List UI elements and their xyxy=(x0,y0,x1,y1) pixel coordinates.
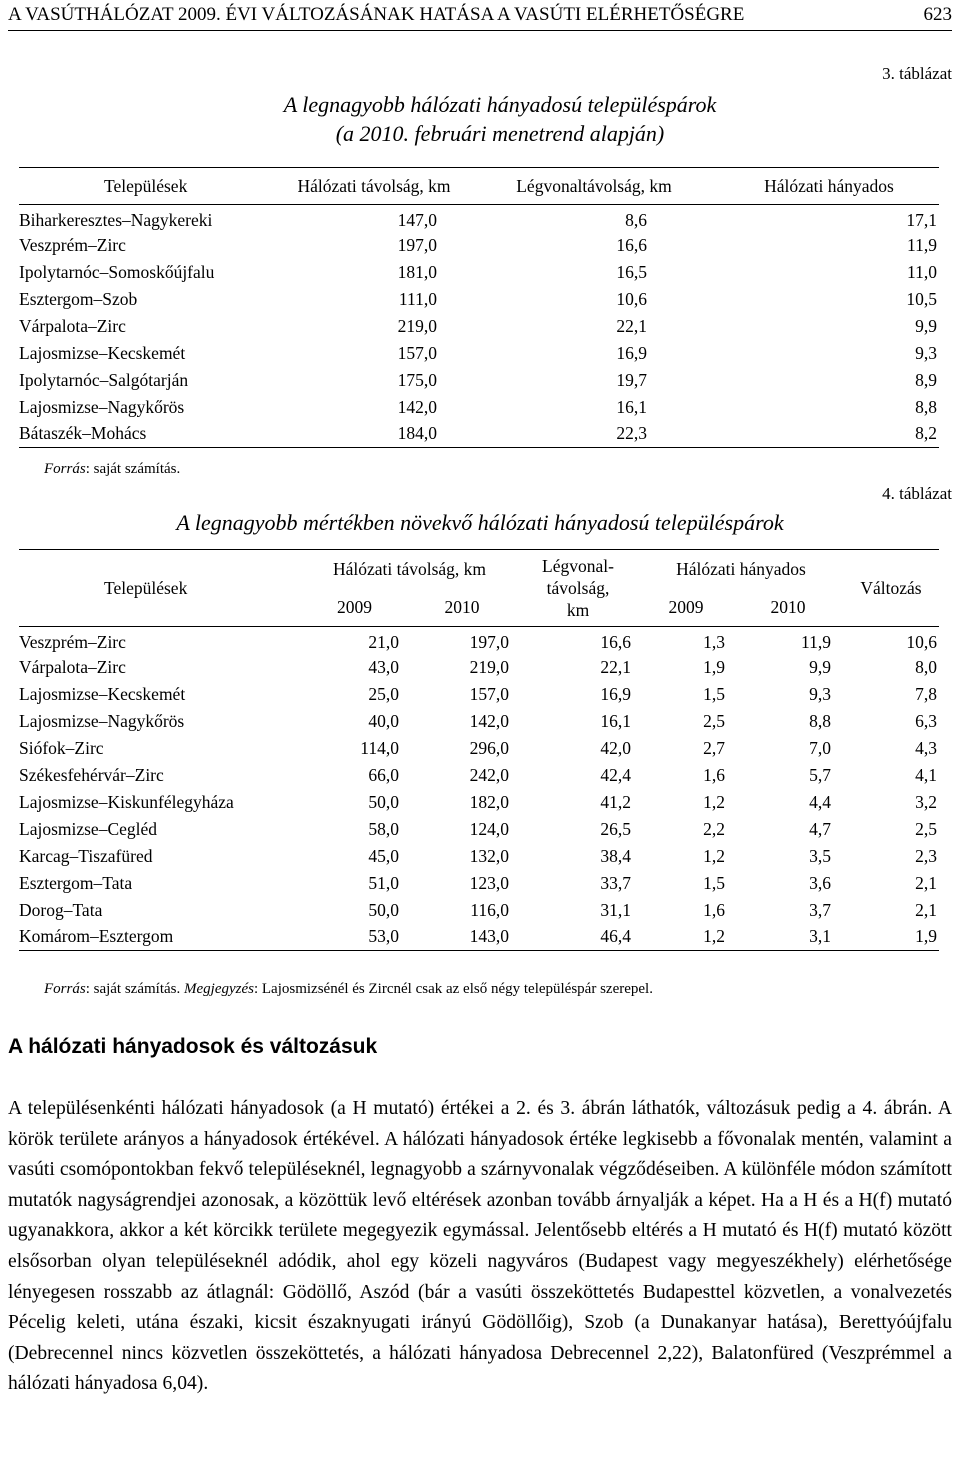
settlement-pair: Ipolytarnóc–Salgótarján xyxy=(19,369,189,390)
table-cell: 1,2 xyxy=(703,791,725,812)
t4-source-text: : saját számítás. xyxy=(85,981,184,997)
table-3 xyxy=(19,167,939,448)
table-cell: 51,0 xyxy=(368,872,399,893)
t4-header-air-distance-3: km xyxy=(566,600,590,620)
t4-note-text: : Lajosmizsénél és Zircnél csak az első négy településpár szerepel. xyxy=(253,981,653,997)
table-cell: 197,0 xyxy=(397,234,437,255)
table-row xyxy=(19,654,939,681)
table-cell: 142,0 xyxy=(469,710,509,731)
settlement-pair: Lajosmizse–Nagykőrös xyxy=(19,710,185,731)
table-row xyxy=(19,421,939,448)
table-cell: 9,9 xyxy=(915,315,937,336)
table-cell: 16,1 xyxy=(600,710,631,731)
table-cell: 9,9 xyxy=(809,656,831,677)
table-row xyxy=(19,367,939,394)
settlement-pair: Veszprém–Zirc xyxy=(19,631,126,652)
table-cell: 4,3 xyxy=(915,737,937,758)
table-row xyxy=(19,627,939,654)
table-cell: 25,0 xyxy=(368,683,399,704)
table-cell: 4,4 xyxy=(809,791,831,812)
settlement-pair: Biharkeresztes–Nagykereki xyxy=(19,209,213,230)
table-cell: 4,1 xyxy=(915,764,937,785)
table-cell: 123,0 xyxy=(469,872,509,893)
table-row xyxy=(19,313,939,340)
table-cell: 8,6 xyxy=(625,209,647,230)
table-cell: 11,0 xyxy=(907,261,937,282)
t3-header-air-distance: Légvonaltávolság, km xyxy=(469,168,719,205)
table-cell: 7,0 xyxy=(809,737,831,758)
settlement-pair: Lajosmizse–Kecskemét xyxy=(19,683,186,704)
table-cell: 43,0 xyxy=(368,656,399,677)
table-cell: 1,3 xyxy=(703,631,725,652)
table-cell: 3,1 xyxy=(733,924,843,951)
t3-header-settlements: Települések xyxy=(19,168,279,205)
settlement-pair: Esztergom–Tata xyxy=(19,872,133,893)
table-row xyxy=(19,843,939,870)
settlement-pair: Lajosmizse–Kecskemét xyxy=(19,342,186,363)
table-cell: 111,0 xyxy=(398,288,437,309)
table-cell: 11,9 xyxy=(801,631,831,652)
table-cell: 296,0 xyxy=(469,737,509,758)
table-cell: 2,5 xyxy=(703,710,725,731)
table-cell: 147,0 xyxy=(397,209,437,230)
settlement-pair: Dorog–Tata xyxy=(19,899,103,920)
table-cell: 1,6 xyxy=(703,764,725,785)
table-cell: 181,0 xyxy=(397,261,437,282)
settlement-pair: Várpalota–Zirc xyxy=(19,315,126,336)
table-cell: 16,9 xyxy=(616,342,647,363)
table-3-title-line1: A legnagyobb hálózati hányadosú településpárok xyxy=(283,92,717,117)
table-cell: 124,0 xyxy=(469,818,509,839)
table-cell: 175,0 xyxy=(397,369,437,390)
table-cell: 16,9 xyxy=(600,683,631,704)
table-cell: 132,0 xyxy=(469,845,509,866)
table-row xyxy=(19,340,939,367)
table-cell: 33,7 xyxy=(600,872,631,893)
table-cell: 19,7 xyxy=(616,369,647,390)
table-row xyxy=(19,708,939,735)
table-cell: 53,0 xyxy=(302,924,407,951)
table-cell: 22,1 xyxy=(616,315,647,336)
table-3-source xyxy=(44,461,180,478)
settlement-pair: Ipolytarnóc–Somoskőújfalu xyxy=(19,261,215,282)
table-row xyxy=(19,681,939,708)
table-cell: 22,1 xyxy=(600,656,631,677)
t3-source-label: Forrás xyxy=(44,461,86,477)
table-4-title: A legnagyobb mértékben növekvő hálózati hányadosú településpárok xyxy=(176,510,784,535)
t4-header-network-distance: Hálózati távolság, km xyxy=(302,550,517,589)
page-number: 623 xyxy=(923,4,952,25)
table-cell: 10,6 xyxy=(616,288,647,309)
t4-header-ratio: Hálózati hányados xyxy=(639,550,843,589)
table-cell: 58,0 xyxy=(368,818,399,839)
table-4 xyxy=(19,549,939,951)
table-row xyxy=(19,870,939,897)
t4-header-air-distance-1: Légvonal- xyxy=(542,556,614,576)
table-cell: 3,6 xyxy=(809,872,831,893)
table-row xyxy=(19,259,939,286)
settlement-pair: Komárom–Esztergom xyxy=(19,924,302,951)
table-cell: 2,5 xyxy=(915,818,937,839)
table-cell: 197,0 xyxy=(469,631,509,652)
table-cell: 11,9 xyxy=(907,234,937,255)
section-heading: A hálózati hányadosok és változásuk xyxy=(8,1035,378,1058)
settlement-pair: Várpalota–Zirc xyxy=(19,656,126,677)
table-cell: 157,0 xyxy=(469,683,509,704)
table-cell: 9,3 xyxy=(915,342,937,363)
t4-header-ratio-2009: 2009 xyxy=(639,588,733,627)
settlement-pair: Székesfehérvár–Zirc xyxy=(19,764,164,785)
settlement-pair: Lajosmizse–Nagykőrös xyxy=(19,396,185,417)
table-row xyxy=(19,394,939,421)
running-head-title: A VASÚTHÁLÓZAT 2009. ÉVI VÁLTOZÁSÁNAK HATÁSA A VASÚTI ELÉRHETŐSÉGRE xyxy=(8,4,745,25)
table-cell: 242,0 xyxy=(469,764,509,785)
table-cell: 182,0 xyxy=(469,791,509,812)
table-cell: 8,8 xyxy=(915,396,937,417)
settlement-pair: Lajosmizse–Cegléd xyxy=(19,818,158,839)
t4-header-air-distance-2: távolság, xyxy=(546,578,610,598)
table-cell: 40,0 xyxy=(368,710,399,731)
t4-note-label: Megjegyzés xyxy=(184,981,254,997)
table-cell: 1,6 xyxy=(703,899,725,920)
table-4-source xyxy=(44,981,653,998)
settlement-pair: Siófok–Zirc xyxy=(19,737,104,758)
table-cell: 219,0 xyxy=(397,315,437,336)
table-cell: 8,2 xyxy=(719,421,939,448)
table-cell: 6,3 xyxy=(915,710,937,731)
table-cell: 3,7 xyxy=(809,899,831,920)
table-cell: 1,9 xyxy=(703,656,725,677)
table-cell: 3,5 xyxy=(809,845,831,866)
table-cell: 42,4 xyxy=(600,764,631,785)
table-cell: 42,0 xyxy=(600,737,631,758)
table-cell: 16,5 xyxy=(616,261,647,282)
table-row xyxy=(19,762,939,789)
table-4-label: 4. táblázat xyxy=(882,484,952,503)
running-head xyxy=(8,4,952,31)
table-cell: 1,2 xyxy=(703,845,725,866)
table-cell: 31,1 xyxy=(600,899,631,920)
table-cell: 7,8 xyxy=(915,683,937,704)
table-cell: 45,0 xyxy=(368,845,399,866)
section-paragraph: A településenkénti hálózati hányadosok (a H mutató) értékei a 2. és 3. ábrán láthatók, változásuk pedig a 4. ábrán. A körök területe arányos a hányadosok értékével. A hálózati hányadosok értéke legkisebb a fővonalak mentén, valamint a vasúti csomópontokban fekvő településeknél, legnagyobb a szárnyvonalak végződéseiben. A különféle módon számított mutatók nagyságrendjei azonosak, a közöttük levő eltérések azonban tovább árnyalják a képet. Ha a H és a H(f) mutató ugyanakkora, akkor a két körcikk területe megegyezik egymással. Jelentősebb eltérés a H mutató és H(f) mutató között elsősorban olyan településeknél adódik, ahol egy közeli nagyváros (Budapest vagy megyeszékhely) elérhetősége lényegesen rosszabb az átlagnál: Gödöllő, Aszód (bár a vasúti összeköttetés Budapesttel közvetlen, a vonalvezetés Pécelig keleti, utána északi, kicsit északnyugati irányú Gödöllőig), Szob (a Dunakanyar hatása), Berettyóújfalu (Debrecennel nincs közvetlen összeköttetés, a hálózati hányadosa Debrecennel 2,22), Balatonfüred (Veszprémmel a hálózati hányadosa 6,04). xyxy=(8,1098,952,1395)
table-cell: 143,0 xyxy=(407,924,517,951)
table-cell: 16,6 xyxy=(616,234,647,255)
table-cell: 4,7 xyxy=(809,818,831,839)
table-cell: 142,0 xyxy=(397,396,437,417)
table-cell: 16,6 xyxy=(600,631,631,652)
t3-header-ratio: Hálózati hányados xyxy=(719,168,939,205)
table-cell: 5,7 xyxy=(809,764,831,785)
table-row xyxy=(19,735,939,762)
t4-header-change: Változás xyxy=(843,550,939,627)
table-cell: 8,8 xyxy=(809,710,831,731)
table-row xyxy=(19,286,939,313)
settlement-pair: Karcag–Tiszafüred xyxy=(19,845,153,866)
table-cell: 2,3 xyxy=(915,845,937,866)
table-3-title-line2: (a 2010. februári menetrend alapján) xyxy=(335,121,665,146)
table-cell: 10,5 xyxy=(906,288,937,309)
table-cell: 2,1 xyxy=(915,872,937,893)
table-cell: 1,5 xyxy=(703,683,725,704)
table-cell: 2,7 xyxy=(703,737,725,758)
table-cell: 9,3 xyxy=(809,683,831,704)
table-cell: 50,0 xyxy=(368,899,399,920)
table-cell: 2,1 xyxy=(915,899,937,920)
settlement-pair: Esztergom–Szob xyxy=(19,288,138,309)
table-cell: 26,5 xyxy=(600,818,631,839)
settlement-pair: Lajosmizse–Kiskunfélegyháza xyxy=(19,791,234,812)
table-cell: 219,0 xyxy=(469,656,509,677)
table-cell: 17,1 xyxy=(906,209,937,230)
table-cell: 2,2 xyxy=(703,818,725,839)
table-cell: 3,2 xyxy=(915,791,937,812)
table-cell: 22,3 xyxy=(469,421,719,448)
t4-header-ratio-2010: 2010 xyxy=(733,588,843,627)
table-cell: 157,0 xyxy=(397,342,437,363)
table-cell: 21,0 xyxy=(368,631,399,652)
table-row xyxy=(19,205,939,232)
table-cell: 114,0 xyxy=(360,737,399,758)
table-cell: 50,0 xyxy=(368,791,399,812)
t4-source-label: Forrás xyxy=(44,981,86,997)
table-3-title xyxy=(210,90,790,148)
table-cell: 1,5 xyxy=(703,872,725,893)
table-cell: 46,4 xyxy=(517,924,639,951)
table-cell: 1,9 xyxy=(843,924,939,951)
settlement-pair: Veszprém–Zirc xyxy=(19,234,126,255)
table-cell: 41,2 xyxy=(600,791,631,812)
table-cell: 1,2 xyxy=(639,924,733,951)
settlement-pair: Bátaszék–Mohács xyxy=(19,421,279,448)
table-row xyxy=(19,232,939,259)
table-cell: 10,6 xyxy=(906,631,937,652)
table-cell: 116,0 xyxy=(470,899,509,920)
t3-source-text: : saját számítás. xyxy=(85,461,181,477)
table-row xyxy=(19,816,939,843)
table-cell: 66,0 xyxy=(368,764,399,785)
table-cell: 16,1 xyxy=(616,396,647,417)
table-row xyxy=(19,924,939,951)
table-3-label: 3. táblázat xyxy=(882,64,952,83)
table-cell: 8,0 xyxy=(915,656,937,677)
t4-header-air-distance xyxy=(517,550,639,627)
table-cell: 38,4 xyxy=(600,845,631,866)
t4-header-dist-2010: 2010 xyxy=(407,588,517,627)
table-row xyxy=(19,789,939,816)
table-cell: 8,9 xyxy=(915,369,937,390)
t4-header-dist-2009: 2009 xyxy=(302,588,407,627)
t4-header-settlements: Települések xyxy=(19,550,302,627)
t3-header-network-distance: Hálózati távolság, km xyxy=(279,168,469,205)
table-row xyxy=(19,897,939,924)
table-cell: 184,0 xyxy=(279,421,469,448)
